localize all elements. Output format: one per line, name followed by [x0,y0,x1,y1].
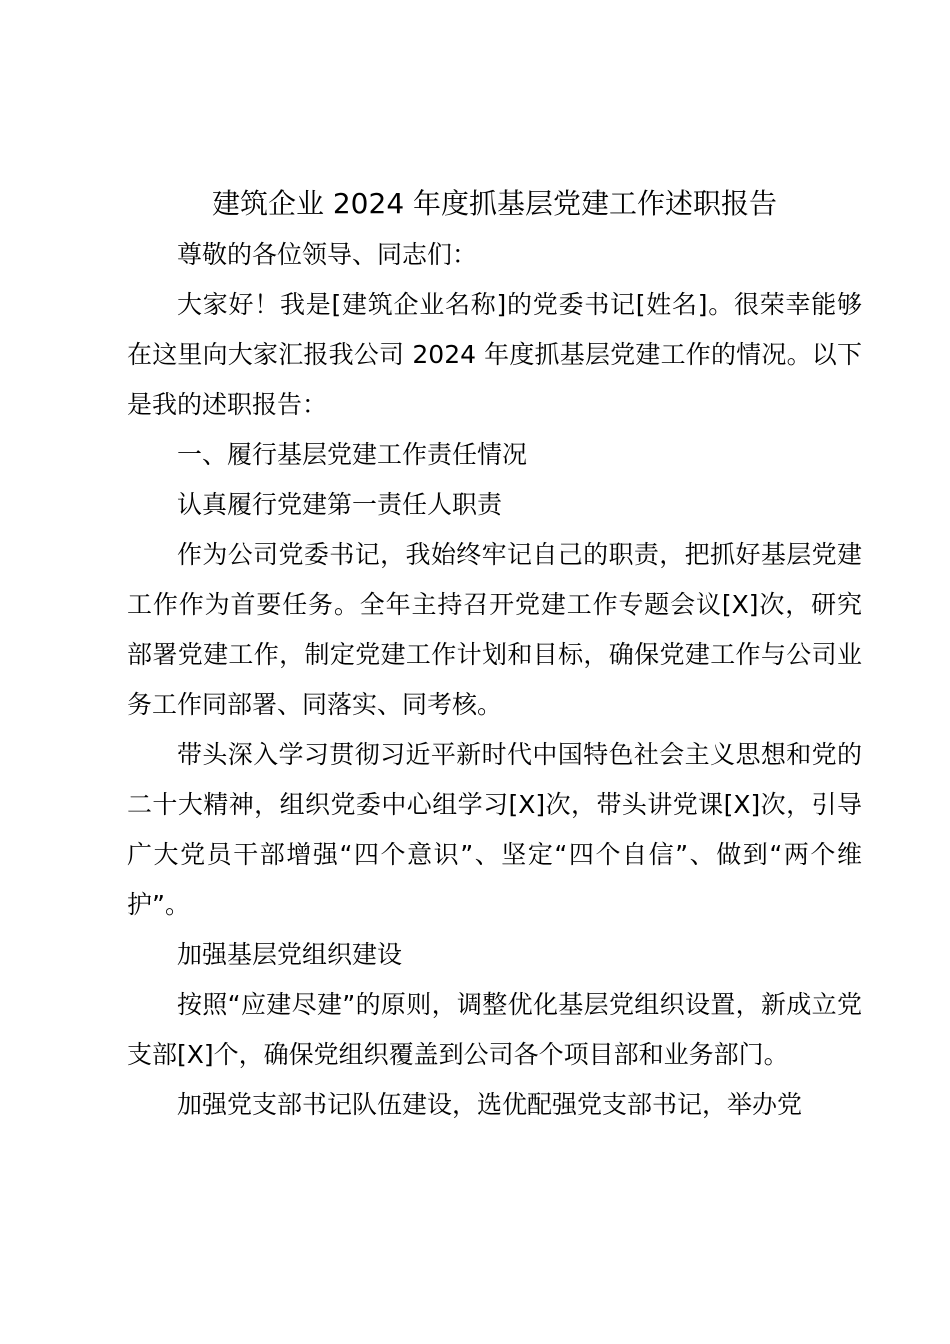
subsection-heading-2: 加强基层党组织建设 [177,940,403,969]
subsection-heading-1: 认真履行党建第一责任人职责 [177,490,503,519]
paragraph-opening: 大家好！我是[建筑企业名称]的党委书记[姓名]。很荣幸能够在这里向大家汇报我公司 2024 年度抓基层党建工作的情况。以下是我的述职报告： [127,290,862,419]
salutation: 尊敬的各位领导、同志们： [177,240,478,269]
paragraph-organization: 按照“应建尽建”的原则，调整优化基层党组织设置，新成立党支部[X]个，确保党组织覆盖到公司各个项目部和业务部门。 [127,990,862,1069]
paragraph-duty: 作为公司党委书记，我始终牢记自己的职责，把抓好基层党建工作作为首要任务。全年主持召开党建工作专题会议[X]次，研究部署党建工作，制定党建工作计划和目标，确保党建工作与公司业务工作同部署、同落实、同考核。 [127,540,862,719]
paragraph-study: 带头深入学习贯彻习近平新时代中国特色社会主义思想和党的二十大精神，组织党委中心组学习[X]次，带头讲党课[X]次，引导广大党员干部增强“四个意识”、坚定“四个自信”、做到“两个维护”。 [127,740,862,919]
section-heading-1: 一、履行基层党建工作责任情况 [177,440,528,469]
paragraph-secretaries: 加强党支部书记队伍建设，选优配强党支部书记，举办党 [177,1090,803,1119]
document-page [127,182,862,1130]
document-title: 建筑企业 2024 年度抓基层党建工作述职报告 [211,187,778,220]
